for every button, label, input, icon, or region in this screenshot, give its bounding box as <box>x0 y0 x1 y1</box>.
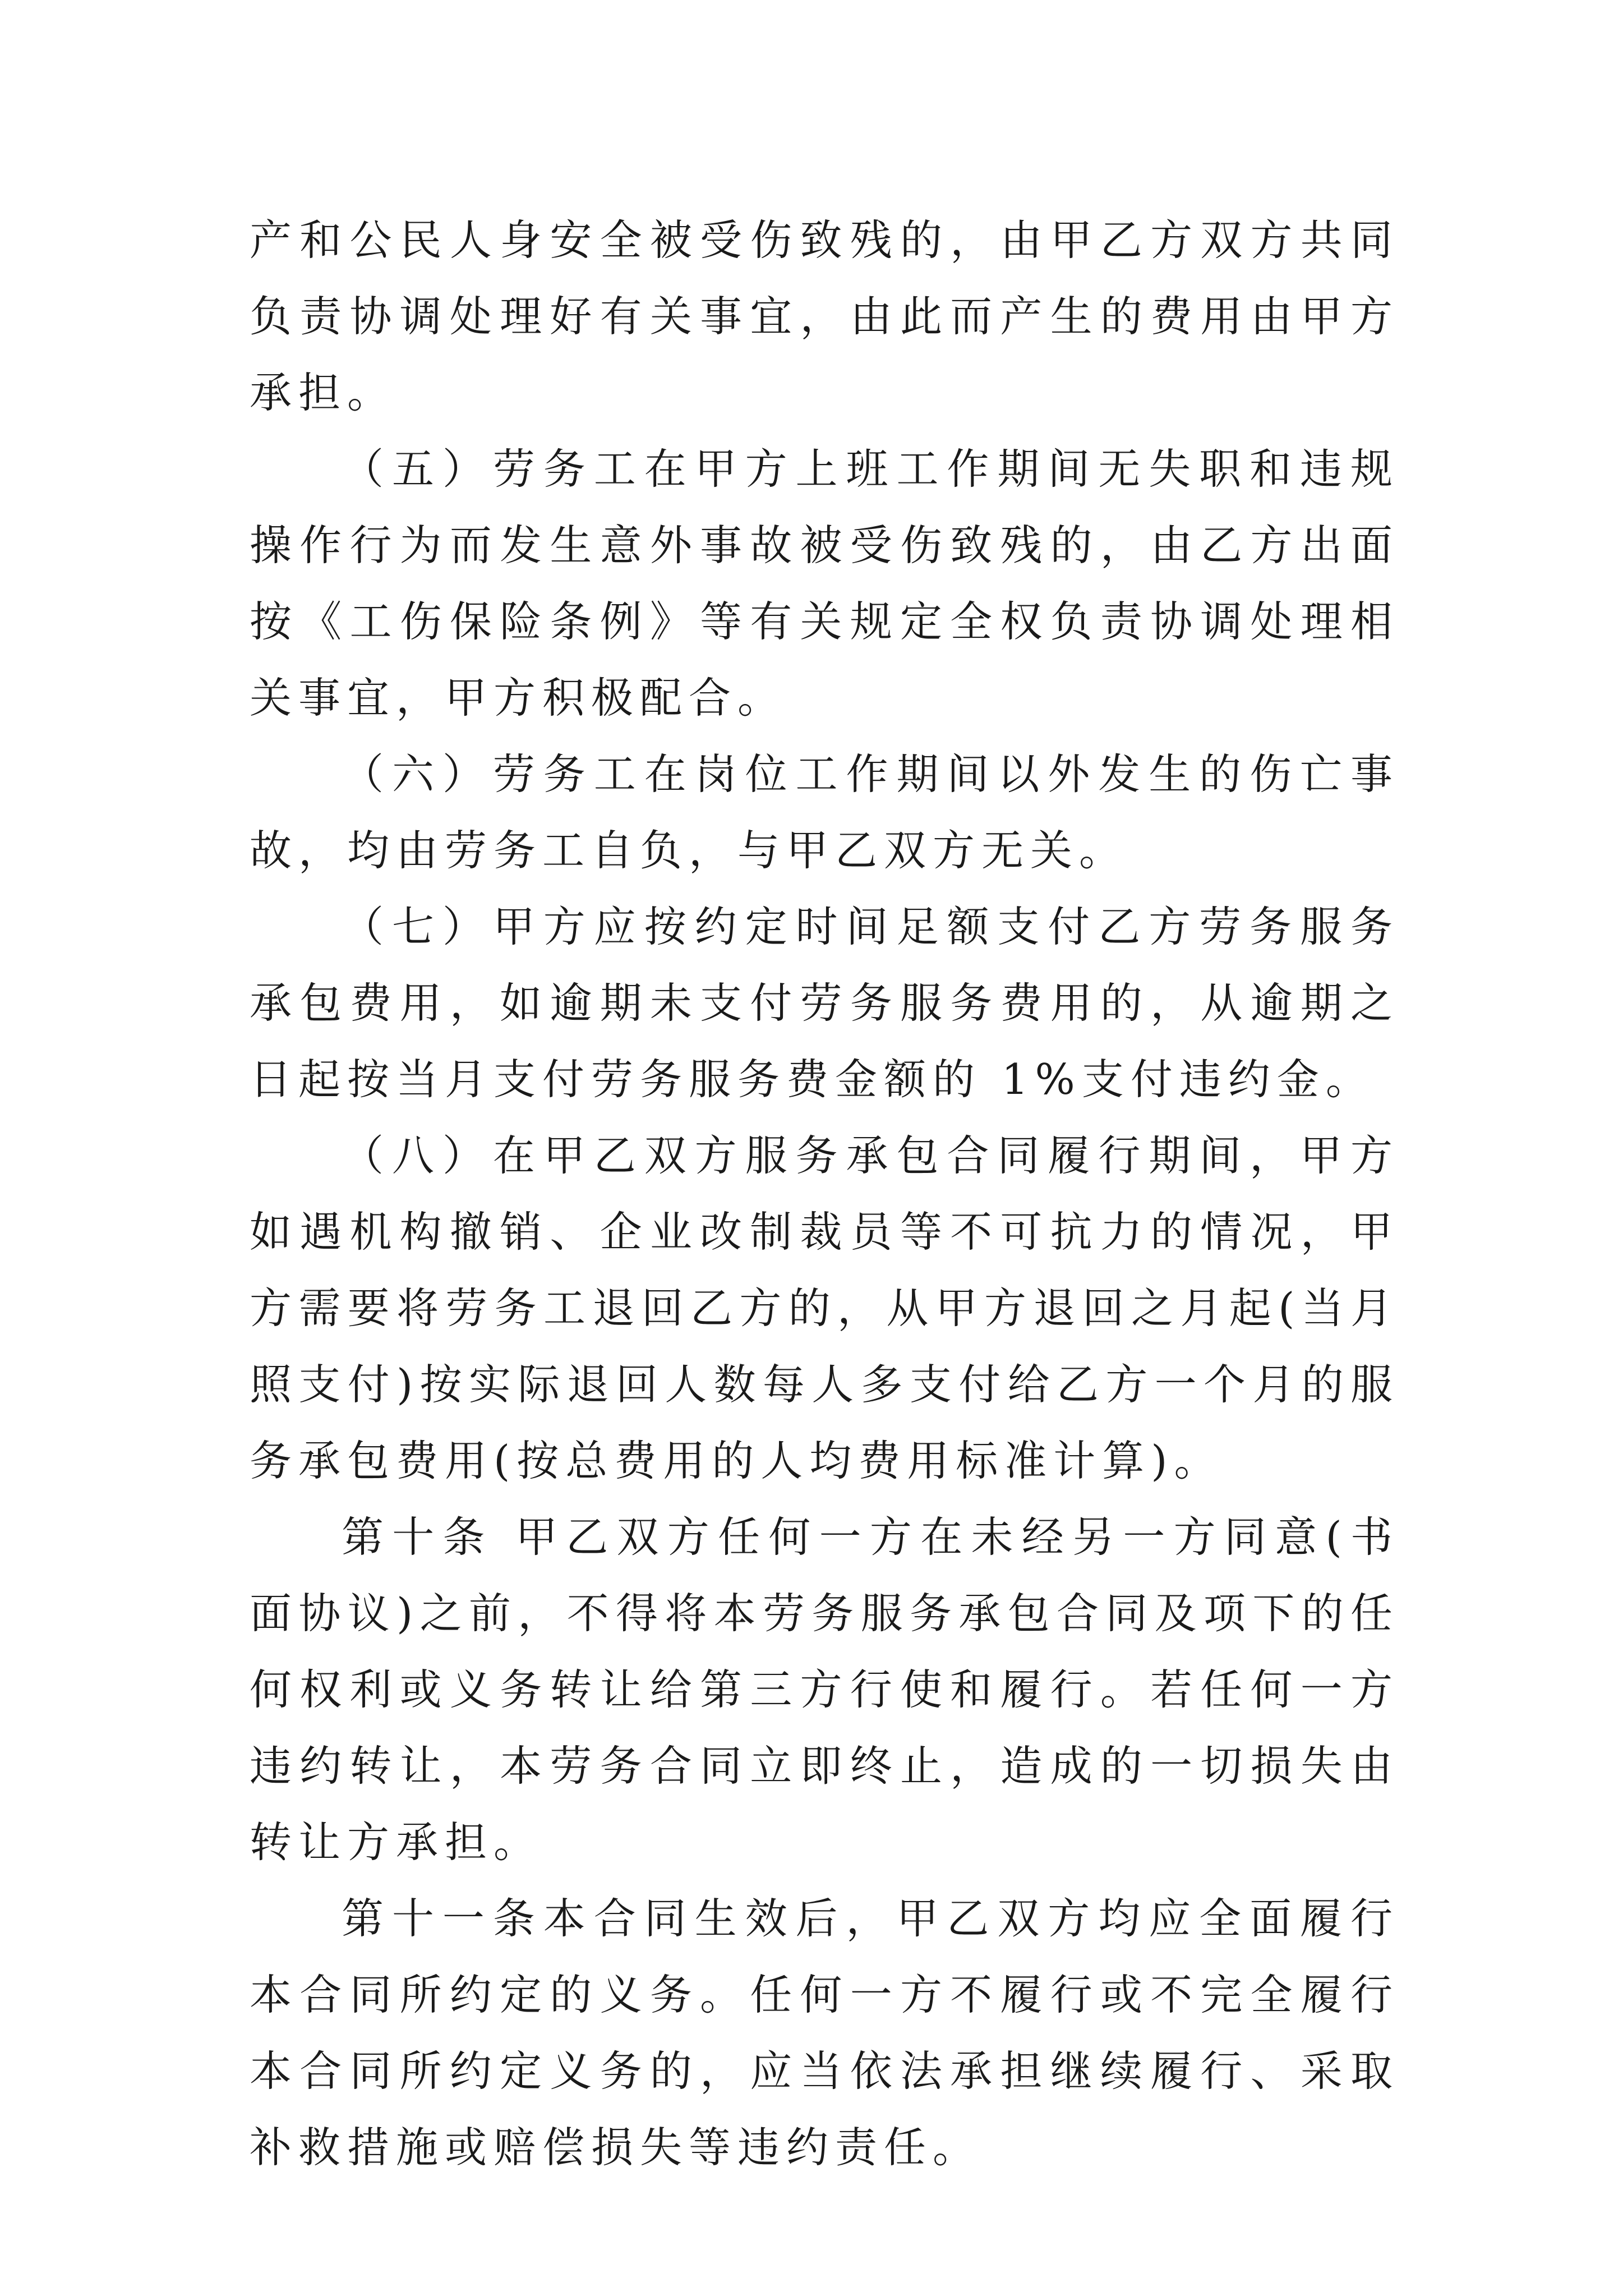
document-body <box>250 202 1399 2185</box>
paragraph-continuation: 产和公民人身安全被受伤致残的，由甲乙方双方共同负责协调处理好有关事宜，由此而产生的费用由甲方承担。 <box>250 215 1399 417</box>
paragraph-item-5: （五）劳务工在甲方上班工作期间无失职和违规操作行为而发生意外事故被受伤致残的，由乙方出面按《工伤保险条例》等有关规定全权负责协调处理相关事宜，甲方积极配合。 <box>250 444 1399 723</box>
paragraph-article-10: 第十条 甲乙双方任何一方在未经另一方同意(书面协议)之前，不得将本劳务服务承包合同及项下的任何权利或义务转让给第三方行使和履行。若任何一方违约转让，本劳务合同立即终止，造成的一切损失由转让方承担。 <box>250 1512 1399 1867</box>
paragraph-item-6: （六）劳务工在岗位工作期间以外发生的伤亡事故，均由劳务工自负，与甲乙双方无关。 <box>250 749 1399 875</box>
paragraph-item-7: （七）甲方应按约定时间足额支付乙方劳务服务承包费用，如逾期未支付劳务服务费用的，从逾期之日起按当月支付劳务服务费金额的 1%支付违约金。 <box>250 902 1399 1104</box>
paragraph-item-8: （八）在甲乙双方服务承包合同履行期间，甲方如遇机构撤销、企业改制裁员等不可抗力的情况，甲方需要将劳务工退回乙方的，从甲方退回之月起(当月照支付)按实际退回人数每人多支付给乙方一个月的服务承包费用(按总费用的人均费用标准计算)。 <box>250 1131 1399 1485</box>
paragraph-article-11: 第十一条本合同生效后，甲乙双方均应全面履行本合同所约定的义务。任何一方不履行或不完全履行本合同所约定义务的，应当依法承担继续履行、采取补救措施或赔偿损失等违约责任。 <box>250 1894 1399 2172</box>
